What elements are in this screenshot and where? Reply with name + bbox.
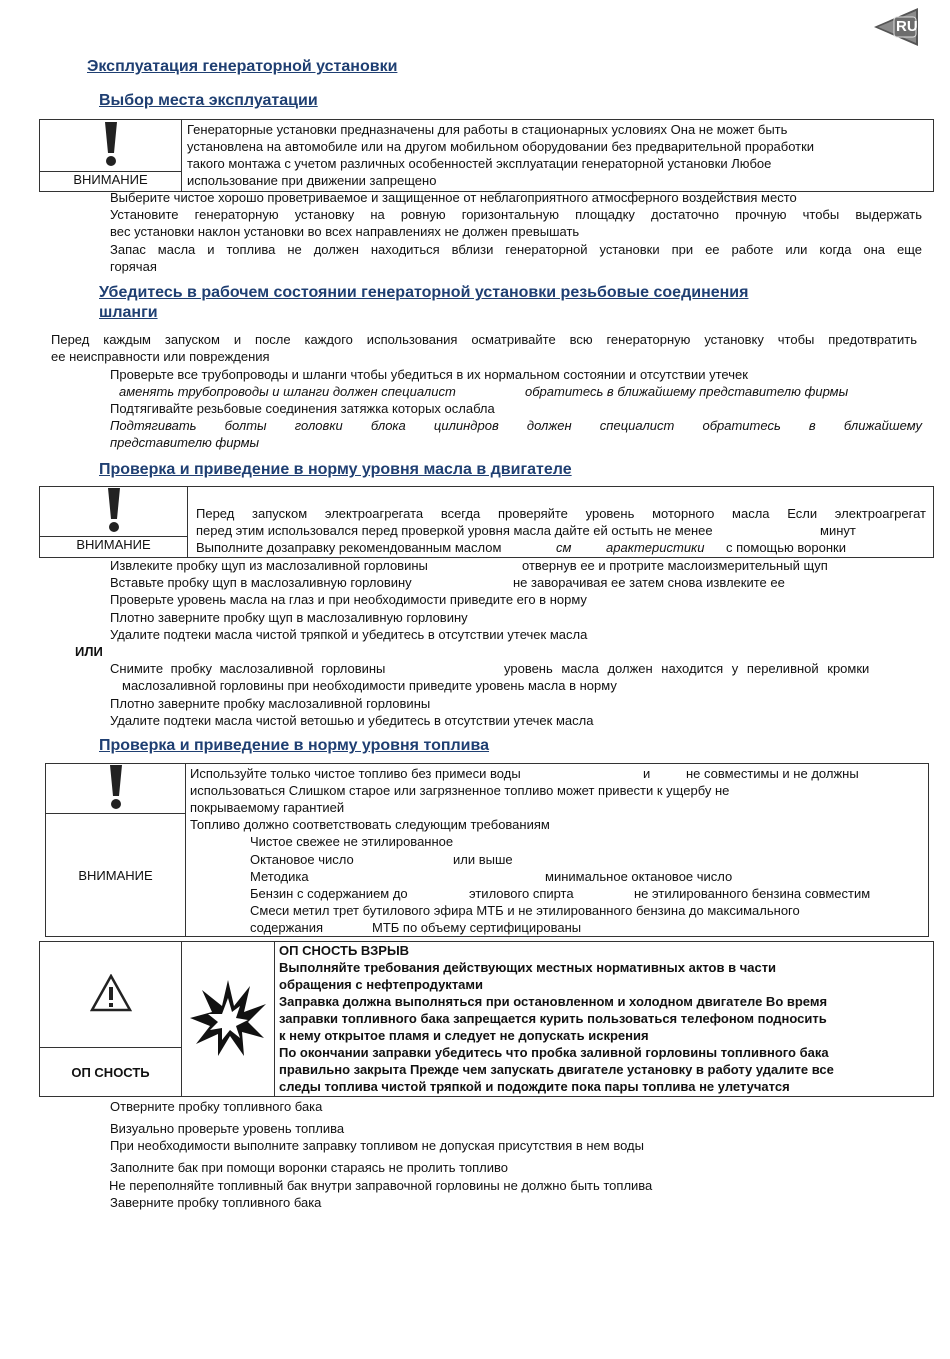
warning-box-fuel bbox=[45, 763, 929, 937]
text-line: Выберите чистое хорошо проветриваемое и защищенное от неблагоприятного атмосферного воздействия место bbox=[110, 190, 797, 205]
danger-line: обращения с нефтепродуктами bbox=[279, 977, 484, 992]
danger-label: ОП СНОСТЬ bbox=[40, 1048, 182, 1097]
text-line: Снимите пробку маслозаливной горловины bbox=[110, 661, 386, 676]
explosion-icon-cell bbox=[182, 942, 275, 1097]
text-line: Установите генераторную установку на ровную горизонтальную площадку достаточно прочную чтобы выдержать bbox=[110, 207, 922, 222]
section-title: Эксплуатация генераторной установки bbox=[87, 58, 398, 75]
danger-box-fuel bbox=[39, 941, 934, 1097]
warning-triangle-icon bbox=[90, 974, 132, 1012]
text-line: Проверьте уровень масла на глаз и при необходимости приведите его в норму bbox=[110, 592, 587, 607]
text-line: отвернув ее и протрите маслоизмерительный щуп bbox=[522, 558, 828, 573]
danger-line: Выполняйте требования действующих местных нормативных актов в части bbox=[279, 960, 777, 975]
danger-line: По окончании заправки убедитесь что пробка заливной горловины топливного бака bbox=[279, 1045, 829, 1060]
note-line: аменять трубопроводы и шланги должен специалист bbox=[119, 384, 456, 399]
warning-line: Генераторные установки предназначены для работы в стационарных условиях Она не может быть bbox=[187, 122, 788, 137]
language-badge bbox=[872, 6, 924, 48]
explosion-icon bbox=[188, 978, 268, 1058]
warning-line: покрываемому гарантией bbox=[190, 800, 345, 815]
warning-label: ВНИМАНИЕ bbox=[40, 172, 182, 192]
warning-line: Топливо должно соответствовать следующим требованиям bbox=[190, 817, 550, 832]
danger-line: следы топлива чистой тряпкой и подождите пока пары топлива не улетучатся bbox=[279, 1079, 790, 1094]
danger-line: к нему открытое пламя и следует не допускать искрения bbox=[279, 1028, 649, 1043]
subsection-title-fuel: Проверка и приведение в норму уровня топлива bbox=[99, 737, 490, 754]
subsection-title-location: Выбор места эксплуатации bbox=[99, 92, 318, 109]
text-line: Перед каждым запуском и после каждого использования осматривайте всю генераторную установку чтобы предотвратить bbox=[51, 332, 917, 347]
warning-line: минут bbox=[820, 523, 856, 538]
text-line: Вставьте пробку щуп в маслозаливную горловину bbox=[110, 575, 412, 590]
text-line: горячая bbox=[110, 259, 157, 274]
text-line: Визуально проверьте уровень топлива bbox=[110, 1121, 345, 1136]
warning-label: ВНИМАНИЕ bbox=[46, 814, 186, 937]
danger-line: правильно закрыта Прежде чем запускать двигателе установку в работу удалите все bbox=[279, 1062, 834, 1077]
warning-line: и bbox=[643, 766, 651, 781]
warning-line: с помощью воронки bbox=[726, 540, 846, 555]
text-line: При необходимости выполните заправку топливом не допуская присутствия в нем воды bbox=[110, 1138, 644, 1153]
warning-line: перед этим использовался перед проверкой уровня масла дайте ей остыть не менее bbox=[196, 523, 713, 538]
warning-line: этилового спирта bbox=[469, 886, 574, 901]
warning-icon-cell bbox=[46, 764, 186, 814]
danger-line: ОП СНОСТЬ ВЗРЫВ bbox=[279, 943, 410, 958]
warning-line: установлена на автомобиле или на другом мобильном оборудовании без предварительной проработки bbox=[187, 139, 815, 154]
warning-line: Смеси метил трет бутилового эфира МТБ и не этилированного бензина до максимального bbox=[250, 903, 800, 918]
subsection-title-condition-cont: шланги bbox=[99, 304, 158, 321]
warning-box-oil bbox=[39, 486, 934, 558]
warning-line: такого монтажа с учетом различных особенностей эксплуатации генераторной установки Любое bbox=[187, 156, 772, 171]
danger-line: Заправка должна выполняться при остановленном и холодном двигателе Во время bbox=[279, 994, 828, 1009]
warning-label: ВНИМАНИЕ bbox=[40, 537, 188, 558]
warning-text-cell bbox=[186, 764, 929, 937]
text-line: маслозаливной горловины при необходимости приведите уровень масла в норму bbox=[122, 678, 617, 693]
subsection-title-condition: Убедитесь в рабочем состоянии генераторной установки резьбовые соединения bbox=[99, 284, 749, 301]
text-line: Удалите подтеки масла чистой ветошью и убедитесь в отсутствии утечек масла bbox=[110, 713, 594, 728]
warning-line: минимальное октановое число bbox=[545, 869, 733, 884]
text-line: ее неисправности или повреждения bbox=[51, 349, 270, 364]
danger-text-cell bbox=[275, 942, 934, 1097]
warning-line: или выше bbox=[453, 852, 513, 867]
text-line: Отверните пробку топливного бака bbox=[110, 1099, 323, 1114]
warning-line: МТБ по объему сертифицированы bbox=[372, 920, 582, 935]
warning-line: не этилированного бензина совместим bbox=[634, 886, 871, 901]
warning-text-cell bbox=[182, 120, 934, 192]
exclamation-icon bbox=[101, 121, 121, 167]
text-line: Не переполняйте топливный бак внутри заправочной горловины не должно быть топлива bbox=[109, 1178, 653, 1193]
text-line: не заворачивая ее затем снова извлеките ее bbox=[513, 575, 785, 590]
warning-icon-cell bbox=[40, 487, 188, 537]
text-line: Запас масла и топлива не должен находиться вблизи генераторной установки при ее работе или когда она еще bbox=[110, 242, 922, 257]
warning-line: не совместимы и не должны bbox=[686, 766, 859, 781]
text-line: вес установки наклон установки во всех направлениях не должен превышать bbox=[110, 224, 580, 239]
text-line: Подтягивайте резьбовые соединения затяжка которых ослабла bbox=[110, 401, 495, 416]
warning-line: использование при движении запрещено bbox=[187, 173, 437, 188]
text-line: Заполните бак при помощи воронки стараясь не пролить топливо bbox=[110, 1160, 509, 1175]
note-line: Подтягивать болты головки блока цилиндров должен специалист обратитесь в ближайшему bbox=[110, 418, 922, 433]
or-label: ИЛИ bbox=[75, 644, 103, 659]
warning-line: Перед запуском электроагрегата всегда проверяйте уровень моторного масла Если электроагрегат bbox=[196, 506, 926, 521]
language-code: RU bbox=[896, 18, 918, 35]
danger-line: заправки топливного бака запрещается курить пользоваться телефоном подносить bbox=[279, 1011, 827, 1026]
text-line: Проверьте все трубопроводы и шланги чтобы убедиться в их нормальном состоянии и отсутствии утечек bbox=[110, 367, 748, 382]
warning-line: арактеристики bbox=[606, 540, 705, 555]
warning-line: Выполните дозаправку рекомендованным маслом bbox=[196, 540, 502, 555]
warning-line: Бензин с содержанием до bbox=[250, 886, 408, 901]
text-line: Извлеките пробку щуп из маслозаливной горловины bbox=[110, 558, 428, 573]
warning-line: Чистое свежее не этилированное bbox=[250, 834, 454, 849]
warning-line: Используйте только чистое топливо без примеси воды bbox=[190, 766, 521, 781]
warning-box-location bbox=[39, 119, 934, 192]
warning-line: Методика bbox=[250, 869, 309, 884]
warning-line: Октановое число bbox=[250, 852, 354, 867]
warning-line: содержания bbox=[250, 920, 324, 935]
exclamation-icon bbox=[104, 487, 124, 533]
note-line: представителю фирмы bbox=[110, 435, 260, 450]
text-line: Удалите подтеки масла чистой тряпкой и убедитесь в отсутствии утечек масла bbox=[110, 627, 588, 642]
warning-text-cell bbox=[188, 487, 934, 558]
text-line: Плотно заверните пробку маслозаливной горловины bbox=[110, 696, 431, 711]
warning-line: использоваться Слишком старое или загрязненное топливо может привести к ущербу не bbox=[190, 783, 730, 798]
subsection-title-oil: Проверка и приведение в норму уровня масла в двигателе bbox=[99, 461, 572, 478]
warning-icon-cell bbox=[40, 120, 182, 172]
danger-icon-cell bbox=[40, 942, 182, 1048]
note-line: обратитесь в ближайшему представителю фирмы bbox=[525, 384, 849, 399]
warning-line: см bbox=[556, 540, 572, 555]
text-line: Плотно заверните пробку щуп в маслозаливную горловину bbox=[110, 610, 468, 625]
text-line: Заверните пробку топливного бака bbox=[110, 1195, 322, 1210]
exclamation-icon bbox=[106, 764, 126, 810]
text-line: уровень масла должен находится у переливной кромки bbox=[504, 661, 870, 676]
